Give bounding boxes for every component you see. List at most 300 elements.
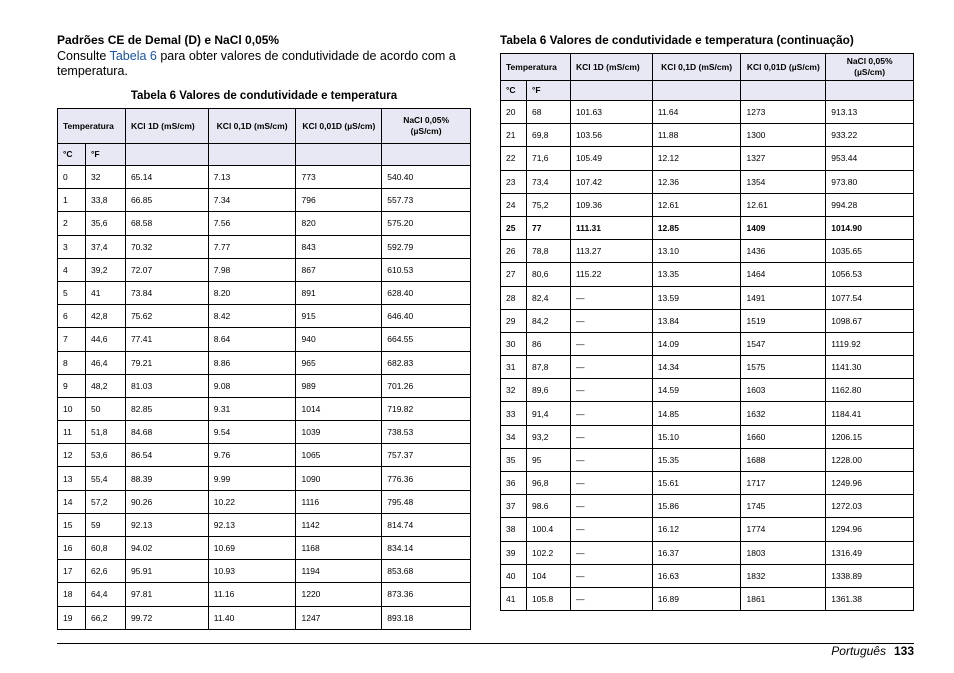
- table-row: [501, 564, 914, 587]
- table-cell: 68.58: [125, 212, 208, 235]
- table-cell: 22: [501, 147, 527, 170]
- table-cell: 1327: [741, 147, 826, 170]
- table-cell: 834.14: [382, 537, 471, 560]
- table-cell: 48,2: [85, 374, 125, 397]
- table-row: [58, 305, 471, 328]
- table-cell: 1300: [741, 124, 826, 147]
- table-cell: 32: [85, 166, 125, 189]
- header-blank: [382, 144, 471, 166]
- table-cell: 95.91: [125, 560, 208, 583]
- table-row: [501, 332, 914, 355]
- table-cell: 33,8: [85, 189, 125, 212]
- table-cell: 7.34: [208, 189, 296, 212]
- header-blank: [570, 81, 652, 101]
- table-cell: 19: [58, 606, 86, 629]
- table-cell: 69,8: [526, 124, 570, 147]
- table-cell: 1338.89: [826, 564, 914, 587]
- table-cell: 1220: [296, 583, 382, 606]
- table-cell: 73,4: [526, 170, 570, 193]
- table-cell: 104: [526, 564, 570, 587]
- table-cell: 1206.15: [826, 425, 914, 448]
- table-cell: —: [570, 564, 652, 587]
- header-fahrenheit: °F: [526, 81, 570, 101]
- table-cell: 540.40: [382, 166, 471, 189]
- table-cell: 610.53: [382, 258, 471, 281]
- table-cell: 8.86: [208, 351, 296, 374]
- header-celsius: °C: [501, 81, 527, 101]
- section-title: Padrões CE de Demal (D) e NaCl 0,05%: [57, 33, 280, 47]
- table-row: [501, 263, 914, 286]
- table-cell: 31: [501, 356, 527, 379]
- table-cell: 7.13: [208, 166, 296, 189]
- table-cell: 843: [296, 235, 382, 258]
- table-cell: 8: [58, 351, 86, 374]
- table-cell: 3: [58, 235, 86, 258]
- table-cell: 13.35: [652, 263, 741, 286]
- table-cell: 9.54: [208, 421, 296, 444]
- table-cell: 35,6: [85, 212, 125, 235]
- right-column: [500, 33, 914, 611]
- table-cell: 65.14: [125, 166, 208, 189]
- header-celsius: °C: [58, 144, 86, 166]
- table-cell: 6: [58, 305, 86, 328]
- table-row: [58, 374, 471, 397]
- table-cell: —: [570, 448, 652, 471]
- table-cell: 82.85: [125, 397, 208, 420]
- table-cell: 15: [58, 513, 86, 536]
- table-row: [501, 379, 914, 402]
- table-cell: 628.40: [382, 281, 471, 304]
- table-cell: 575.20: [382, 212, 471, 235]
- conductivity-table: [57, 108, 471, 630]
- table-row: [58, 444, 471, 467]
- table-cell: —: [570, 402, 652, 425]
- table-cell: 8.42: [208, 305, 296, 328]
- table-cell: 1184.41: [826, 402, 914, 425]
- table-cell: 16.89: [652, 587, 741, 610]
- table-cell: 68: [526, 101, 570, 124]
- table-cell: 682.83: [382, 351, 471, 374]
- table-row: [501, 101, 914, 124]
- table-cell: 36: [501, 472, 527, 495]
- table-cell: 66.85: [125, 189, 208, 212]
- table-cell: 757.37: [382, 444, 471, 467]
- table-cell: 1547: [741, 332, 826, 355]
- table-cell: 79.21: [125, 351, 208, 374]
- table-cell: 107.42: [570, 170, 652, 193]
- table-cell: 38: [501, 518, 527, 541]
- header-kcl-01d: KCl 0,1D (mS/cm): [208, 109, 296, 144]
- table-cell: 1035.65: [826, 240, 914, 263]
- table-row: [58, 513, 471, 536]
- header-nacl: NaCl 0,05% (µS/cm): [382, 109, 471, 144]
- table-cell: 5: [58, 281, 86, 304]
- table-cell: 42,8: [85, 305, 125, 328]
- table-cell: 15.10: [652, 425, 741, 448]
- table-cell: 90.26: [125, 490, 208, 513]
- table-cell: 1861: [741, 587, 826, 610]
- table-cell: 7: [58, 328, 86, 351]
- table-cell: 1745: [741, 495, 826, 518]
- table-cell: 101.63: [570, 101, 652, 124]
- table-cell: —: [570, 425, 652, 448]
- table-cell: 41: [501, 587, 527, 610]
- table-cell: 10.69: [208, 537, 296, 560]
- table-cell: 9.31: [208, 397, 296, 420]
- table-cell: —: [570, 541, 652, 564]
- table-row: [501, 170, 914, 193]
- table-cell: 26: [501, 240, 527, 263]
- table-cell: 940: [296, 328, 382, 351]
- table-cell: 92.13: [208, 513, 296, 536]
- header-kcl-01d: KCl 0,1D (mS/cm): [652, 54, 741, 81]
- table-cell: 1090: [296, 467, 382, 490]
- table-row: [501, 518, 914, 541]
- table-cell: 14.34: [652, 356, 741, 379]
- table-cell: 1603: [741, 379, 826, 402]
- table-row: [58, 583, 471, 606]
- table-cell: 14.85: [652, 402, 741, 425]
- table-cell: 25: [501, 216, 527, 239]
- table-cell: 8.20: [208, 281, 296, 304]
- table-cell: 103.56: [570, 124, 652, 147]
- table-row: [58, 537, 471, 560]
- table-cell: 1688: [741, 448, 826, 471]
- table-cell: —: [570, 518, 652, 541]
- table-cell: 10.22: [208, 490, 296, 513]
- table-cell: 78,8: [526, 240, 570, 263]
- table-cell: 59: [85, 513, 125, 536]
- table-cell: 867: [296, 258, 382, 281]
- table-cell: 92.13: [125, 513, 208, 536]
- header-temperature: Temperatura: [501, 54, 571, 81]
- table-cell: 1354: [741, 170, 826, 193]
- table-cell: 18: [58, 583, 86, 606]
- table-cell: 795.48: [382, 490, 471, 513]
- table-cell: 10.93: [208, 560, 296, 583]
- table-cell: 1228.00: [826, 448, 914, 471]
- header-temperature: Temperatura: [58, 109, 126, 144]
- table-cell: 1519: [741, 309, 826, 332]
- header-kcl-1d: KCl 1D (mS/cm): [125, 109, 208, 144]
- header-blank: [125, 144, 208, 166]
- table-cell: 11.16: [208, 583, 296, 606]
- table-cell: 1464: [741, 263, 826, 286]
- intro-text-after: para obter valores de condutividade de acordo com a temperatura.: [57, 49, 456, 78]
- table-row: [58, 490, 471, 513]
- table-cell: 891: [296, 281, 382, 304]
- table-cell: 99.72: [125, 606, 208, 629]
- table-cell: 1273: [741, 101, 826, 124]
- table-cell: 64,4: [85, 583, 125, 606]
- table-cell: 12.85: [652, 216, 741, 239]
- table-cell: 9.99: [208, 467, 296, 490]
- table-cell: 100.4: [526, 518, 570, 541]
- table-cell: 1168: [296, 537, 382, 560]
- table-cell: 55,4: [85, 467, 125, 490]
- table-cell: 1294.96: [826, 518, 914, 541]
- table-row: [58, 258, 471, 281]
- table-cell: 51,8: [85, 421, 125, 444]
- table-cell: 105.49: [570, 147, 652, 170]
- table-cell: 953.44: [826, 147, 914, 170]
- table-cell: 115.22: [570, 263, 652, 286]
- table-cell: 965: [296, 351, 382, 374]
- table-cell: 53,6: [85, 444, 125, 467]
- table-cell: 44,6: [85, 328, 125, 351]
- table-cell: 29: [501, 309, 527, 332]
- table-row: [58, 351, 471, 374]
- table-cell: 35: [501, 448, 527, 471]
- table-cell: 14: [58, 490, 86, 513]
- table-cell: 32: [501, 379, 527, 402]
- table-cell: 820: [296, 212, 382, 235]
- table-cell: 37: [501, 495, 527, 518]
- table-cell: 13.84: [652, 309, 741, 332]
- table-cell: 1660: [741, 425, 826, 448]
- table-cell: 913.13: [826, 101, 914, 124]
- table-cell: 39,2: [85, 258, 125, 281]
- table-row: [501, 448, 914, 471]
- table-row: [58, 166, 471, 189]
- table-cell: 77: [526, 216, 570, 239]
- table-cell: 21: [501, 124, 527, 147]
- conductivity-table-continued: [500, 53, 914, 611]
- table-cell: 1247: [296, 606, 382, 629]
- table-cell: 17: [58, 560, 86, 583]
- table-cell: 62,6: [85, 560, 125, 583]
- table-cell: 1409: [741, 216, 826, 239]
- table-6-link[interactable]: Tabela 6: [109, 49, 157, 63]
- table-cell: 1803: [741, 541, 826, 564]
- table-cell: 13.10: [652, 240, 741, 263]
- table-cell: 646.40: [382, 305, 471, 328]
- table-cell: 13.59: [652, 286, 741, 309]
- table-cell: 96,8: [526, 472, 570, 495]
- table-body: [58, 166, 471, 630]
- table-row: [501, 216, 914, 239]
- table-cell: 24: [501, 193, 527, 216]
- table-cell: 72.07: [125, 258, 208, 281]
- table-cell: 37,4: [85, 235, 125, 258]
- table-cell: 9.08: [208, 374, 296, 397]
- table-cell: 20: [501, 101, 527, 124]
- table-cell: 82,4: [526, 286, 570, 309]
- table-cell: 105.8: [526, 587, 570, 610]
- table-cell: 1065: [296, 444, 382, 467]
- table-row: [501, 309, 914, 332]
- table-row: [58, 189, 471, 212]
- page-number: 133: [893, 644, 914, 658]
- table-cell: 27: [501, 263, 527, 286]
- table-cell: 773: [296, 166, 382, 189]
- table-cell: 933.22: [826, 124, 914, 147]
- table-cell: 12.12: [652, 147, 741, 170]
- table-cell: 1249.96: [826, 472, 914, 495]
- table-cell: 23: [501, 170, 527, 193]
- table-row: [58, 212, 471, 235]
- table-row: [58, 467, 471, 490]
- table-cell: 12.61: [741, 193, 826, 216]
- table-cell: 893.18: [382, 606, 471, 629]
- header-blank: [826, 81, 914, 101]
- table-cell: 12: [58, 444, 86, 467]
- header-nacl: NaCl 0,05% (µS/cm): [826, 54, 914, 81]
- table-cell: 1316.49: [826, 541, 914, 564]
- table-cell: 16.12: [652, 518, 741, 541]
- table-cell: 75,2: [526, 193, 570, 216]
- table-cell: 88.39: [125, 467, 208, 490]
- table-row: [58, 421, 471, 444]
- table-cell: 4: [58, 258, 86, 281]
- table-cell: 7.98: [208, 258, 296, 281]
- table-cell: 86: [526, 332, 570, 355]
- table-cell: 1014: [296, 397, 382, 420]
- table-cell: 28: [501, 286, 527, 309]
- table-cell: 719.82: [382, 397, 471, 420]
- table-cell: 1141.30: [826, 356, 914, 379]
- table-cell: 95: [526, 448, 570, 471]
- table-cell: 738.53: [382, 421, 471, 444]
- footer-divider: [57, 643, 914, 644]
- table-cell: 701.26: [382, 374, 471, 397]
- table-cell: 1: [58, 189, 86, 212]
- table-cell: 8.64: [208, 328, 296, 351]
- table-cell: —: [570, 472, 652, 495]
- table-cell: 592.79: [382, 235, 471, 258]
- table-cell: 109.36: [570, 193, 652, 216]
- table-cell: 1142: [296, 513, 382, 536]
- header-kcl-1d: KCl 1D (mS/cm): [570, 54, 652, 81]
- table-cell: 2: [58, 212, 86, 235]
- table-cell: 1272.03: [826, 495, 914, 518]
- table-row: [501, 147, 914, 170]
- table-cell: 40: [501, 564, 527, 587]
- table-cell: 1832: [741, 564, 826, 587]
- table-cell: —: [570, 587, 652, 610]
- table-cell: 1116: [296, 490, 382, 513]
- table-cell: 57,2: [85, 490, 125, 513]
- table-cell: 93,2: [526, 425, 570, 448]
- table-cell: 1014.90: [826, 216, 914, 239]
- table-cell: 84.68: [125, 421, 208, 444]
- table-cell: 1039: [296, 421, 382, 444]
- left-column: [57, 33, 471, 630]
- table-row: [58, 328, 471, 351]
- table-cell: 111.31: [570, 216, 652, 239]
- table-row: [501, 402, 914, 425]
- table-cell: 16.63: [652, 564, 741, 587]
- table-cell: 1119.92: [826, 332, 914, 355]
- table-cell: 11.88: [652, 124, 741, 147]
- table-cell: 89,6: [526, 379, 570, 402]
- table-cell: 1436: [741, 240, 826, 263]
- table-cell: 994.28: [826, 193, 914, 216]
- table-cell: 1774: [741, 518, 826, 541]
- table-row: [58, 560, 471, 583]
- table-cell: 102.2: [526, 541, 570, 564]
- table-cell: 50: [85, 397, 125, 420]
- table-cell: 12.61: [652, 193, 741, 216]
- table-cell: 87,8: [526, 356, 570, 379]
- table-cell: 14.09: [652, 332, 741, 355]
- table-cell: 1361.38: [826, 587, 914, 610]
- table-cell: 80,6: [526, 263, 570, 286]
- table-cell: 81.03: [125, 374, 208, 397]
- intro-text-before: Consulte: [57, 49, 110, 63]
- table-cell: 9: [58, 374, 86, 397]
- table-cell: 664.55: [382, 328, 471, 351]
- table-cell: 973.80: [826, 170, 914, 193]
- header-blank: [652, 81, 741, 101]
- table-cell: 33: [501, 402, 527, 425]
- table-cell: 14.59: [652, 379, 741, 402]
- table-cell: 1491: [741, 286, 826, 309]
- table-row: [501, 193, 914, 216]
- table-title-continued: Tabela 6 Valores de condutividade e temperatura (continuação): [500, 33, 854, 47]
- table-cell: 7.77: [208, 235, 296, 258]
- header-blank: [741, 81, 826, 101]
- table-cell: 1077.54: [826, 286, 914, 309]
- table-row: [501, 425, 914, 448]
- table-row: [501, 286, 914, 309]
- table-cell: —: [570, 495, 652, 518]
- table-cell: 70.32: [125, 235, 208, 258]
- header-kcl-001d: KCl 0,01D (µS/cm): [296, 109, 382, 144]
- table-cell: 39: [501, 541, 527, 564]
- table-cell: 915: [296, 305, 382, 328]
- table-cell: 73.84: [125, 281, 208, 304]
- table-cell: 75.62: [125, 305, 208, 328]
- footer-language: Português: [831, 644, 886, 658]
- table-row: [58, 606, 471, 629]
- intro-paragraph: [57, 49, 471, 79]
- table-cell: 1717: [741, 472, 826, 495]
- table-cell: 11: [58, 421, 86, 444]
- table-cell: 46,4: [85, 351, 125, 374]
- table-cell: —: [570, 286, 652, 309]
- table-cell: 41: [85, 281, 125, 304]
- table-cell: 34: [501, 425, 527, 448]
- table-cell: 557.73: [382, 189, 471, 212]
- table-cell: 776.36: [382, 467, 471, 490]
- table-row: [501, 541, 914, 564]
- table-cell: —: [570, 356, 652, 379]
- table-row: [501, 240, 914, 263]
- table-cell: 1194: [296, 560, 382, 583]
- table-cell: 11.64: [652, 101, 741, 124]
- table-row: [58, 281, 471, 304]
- table-cell: 10: [58, 397, 86, 420]
- table-cell: 0: [58, 166, 86, 189]
- table-cell: 13: [58, 467, 86, 490]
- table-cell: 873.36: [382, 583, 471, 606]
- table-cell: 1632: [741, 402, 826, 425]
- table-row: [501, 587, 914, 610]
- table-cell: —: [570, 309, 652, 332]
- table-cell: 86.54: [125, 444, 208, 467]
- table-cell: 30: [501, 332, 527, 355]
- table-cell: —: [570, 332, 652, 355]
- table-cell: 16.37: [652, 541, 741, 564]
- table-cell: 11.40: [208, 606, 296, 629]
- table-cell: 98.6: [526, 495, 570, 518]
- table-cell: 9.76: [208, 444, 296, 467]
- table-row: [501, 495, 914, 518]
- table-cell: 15.61: [652, 472, 741, 495]
- header-kcl-001d: KCl 0,01D (µS/cm): [741, 54, 826, 81]
- table-cell: 15.35: [652, 448, 741, 471]
